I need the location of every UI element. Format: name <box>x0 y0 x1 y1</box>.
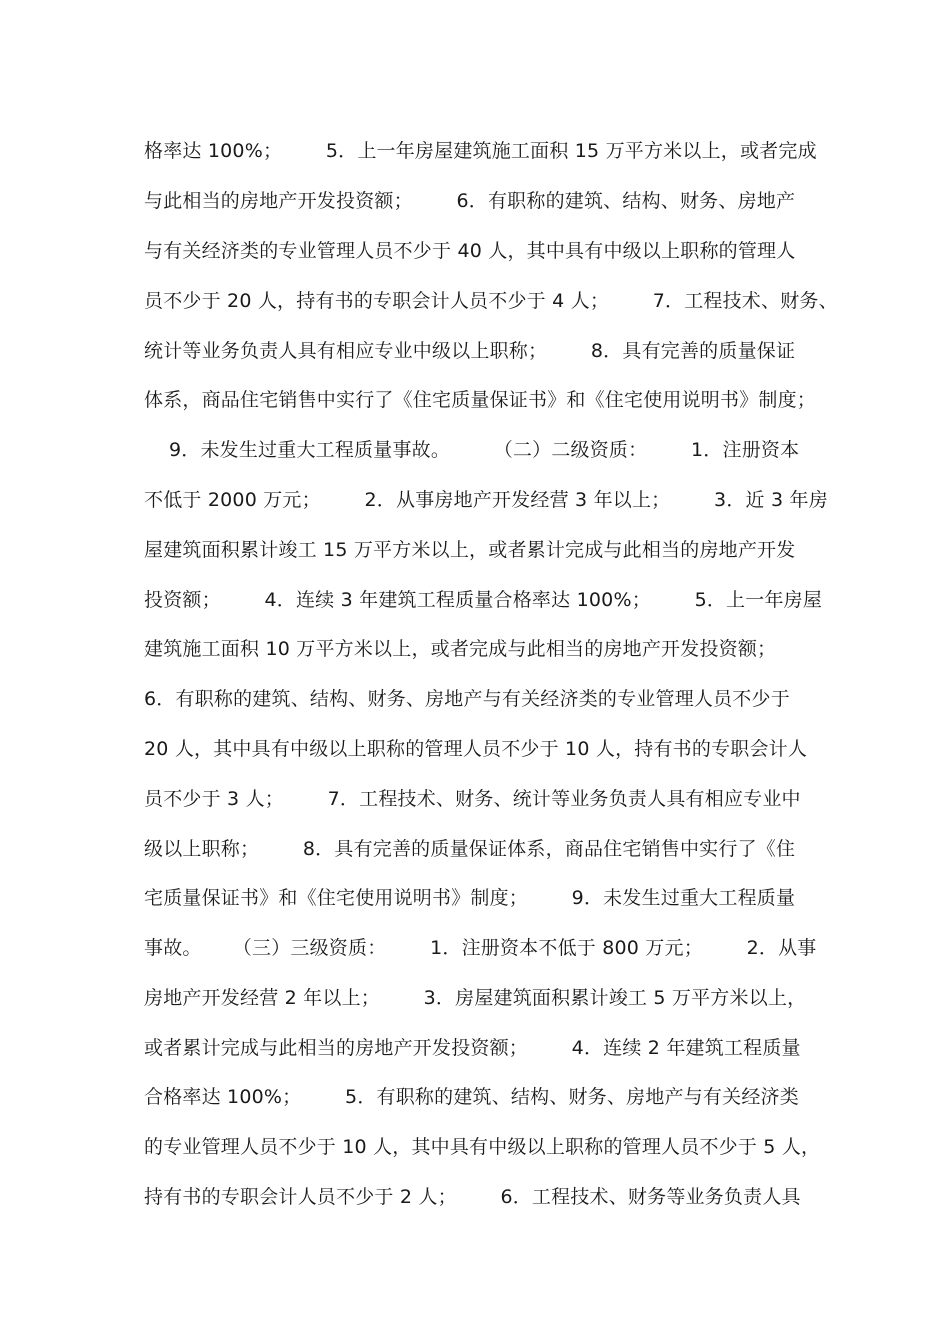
text-line-17: 事故。 （三）三级资质： 1．注册资本不低于 800 万元； 2．从事 <box>144 937 817 959</box>
text-line-13: 20 人，其中具有中级以上职称的管理人员不少于 10 人，持有书的专职会计人 <box>144 738 808 760</box>
text-line-20: 合格率达 100%； 5．有职称的建筑、结构、财务、房地产与有关经济类 <box>144 1086 799 1108</box>
text-line-16: 宅质量保证书》和《住宅使用说明书》制度； 9．未发生过重大工程质量 <box>144 887 796 909</box>
text-line-7: 9．未发生过重大工程质量事故。 （二）二级资质： 1．注册资本 <box>144 439 800 461</box>
text-line-8: 不低于 2000 万元； 2．从事房地产开发经营 3 年以上； 3．近 3 年房 <box>144 489 828 511</box>
text-line-6: 体系，商品住宅销售中实行了《住宅质量保证书》和《住宅使用说明书》制度； <box>144 389 817 411</box>
text-line-14: 员不少于 3 人； 7．工程技术、财务、统计等业务负责人具有相应专业中 <box>144 788 801 810</box>
text-line-3: 与有关经济类的专业管理人员不少于 40 人，其中具有中级以上职称的管理人 <box>144 240 796 262</box>
text-line-18: 房地产开发经营 2 年以上； 3．房屋建筑面积累计竣工 5 万平方米以上， <box>144 987 807 1009</box>
text-line-4: 员不少于 20 人，持有书的专职会计人员不少于 4 人； 7．工程技术、财务、 <box>144 290 838 312</box>
text-line-1: 格率达 100%； 5．上一年房屋建筑施工面积 15 万平方米以上，或者完成 <box>144 140 817 162</box>
text-line-12: 6．有职称的建筑、结构、财务、房地产与有关经济类的专业管理人员不少于 <box>144 688 790 710</box>
text-line-15: 级以上职称； 8．具有完善的质量保证体系，商品住宅销售中实行了《住 <box>144 838 796 860</box>
text-line-9: 屋建筑面积累计竣工 15 万平方米以上，或者累计完成与此相当的房地产开发 <box>144 539 796 561</box>
text-line-10: 投资额； 4．连续 3 年建筑工程质量合格率达 100%； 5．上一年房屋 <box>144 589 823 611</box>
text-line-19: 或者累计完成与此相当的房地产开发投资额； 4．连续 2 年建筑工程质量 <box>144 1037 801 1059</box>
text-line-22: 持有书的专职会计人员不少于 2 人； 6．工程技术、财务等业务负责人具 <box>144 1186 801 1208</box>
text-line-5: 统计等业务负责人具有相应专业中级以上职称； 8．具有完善的质量保证 <box>144 340 796 362</box>
text-line-21: 的专业管理人员不少于 10 人，其中具有中级以上职称的管理人员不少于 5 人， <box>144 1136 821 1158</box>
text-line-2: 与此相当的房地产开发投资额； 6．有职称的建筑、结构、财务、房地产 <box>144 190 796 212</box>
text-line-11: 建筑施工面积 10 万平方米以上，或者完成与此相当的房地产开发投资额； <box>144 638 777 660</box>
